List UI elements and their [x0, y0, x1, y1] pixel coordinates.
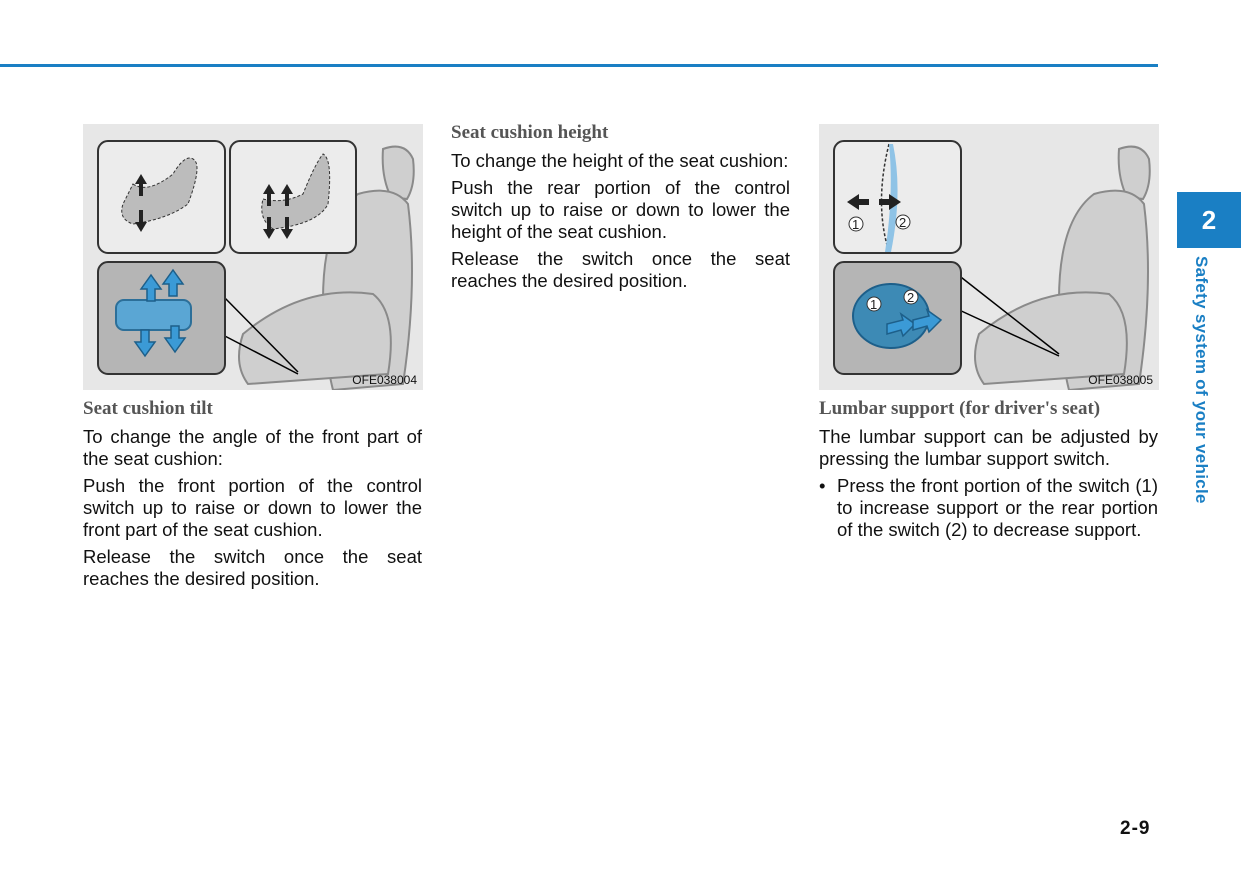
chapter-title-text: Safety system of your vehicle	[1192, 256, 1211, 504]
seat-tilt-illustration	[83, 124, 423, 390]
chapter-title	[1191, 256, 1221, 516]
height-body	[451, 150, 790, 297]
tilt-heading: Seat cushion tilt	[83, 398, 213, 419]
figure-code: OFE038004	[352, 373, 417, 387]
paragraph: The lumbar support can be adjusted by pressing the lumbar support switch.	[819, 426, 1158, 469]
paragraph: To change the angle of the front part of the seat cushion:	[83, 426, 422, 469]
bullet-text: Press the front portion of the switch (1) to increase support or the rear portion of the switch (2) to decrease support.	[837, 475, 1158, 540]
paragraph: Push the rear portion of the control switch up to raise or down to lower the height of the seat cushion.	[451, 177, 790, 242]
header-rule	[0, 64, 1158, 67]
label-1: 1	[870, 297, 878, 312]
lumbar-illustration	[819, 124, 1159, 390]
seat-tilt-figure	[83, 124, 423, 390]
label-1: 1	[852, 217, 860, 232]
bullet-item	[819, 475, 1158, 541]
paragraph: Release the switch once the seat reaches the desired position.	[83, 546, 422, 589]
bullet-mark: •	[819, 475, 826, 496]
paragraph: Release the switch once the seat reaches the desired position.	[451, 248, 790, 291]
lumbar-body	[819, 426, 1158, 541]
page-number: 2-9	[1120, 818, 1151, 839]
lumbar-heading: Lumbar support (for driver's seat)	[819, 398, 1101, 419]
lumbar-figure	[819, 124, 1159, 390]
seat-icon	[975, 147, 1150, 390]
label-2: 2	[899, 215, 907, 230]
tilt-body	[83, 426, 422, 595]
figure-code: OFE038005	[1088, 373, 1153, 387]
chapter-number: 2	[1201, 204, 1217, 235]
chapter-tab[interactable]	[1177, 192, 1241, 248]
label-2: 2	[907, 290, 915, 305]
height-heading: Seat cushion height	[451, 122, 609, 143]
paragraph: Push the front portion of the control switch up to raise or down to lower the front part of the seat cushion.	[83, 475, 422, 540]
paragraph: To change the height of the seat cushion:	[451, 150, 789, 171]
